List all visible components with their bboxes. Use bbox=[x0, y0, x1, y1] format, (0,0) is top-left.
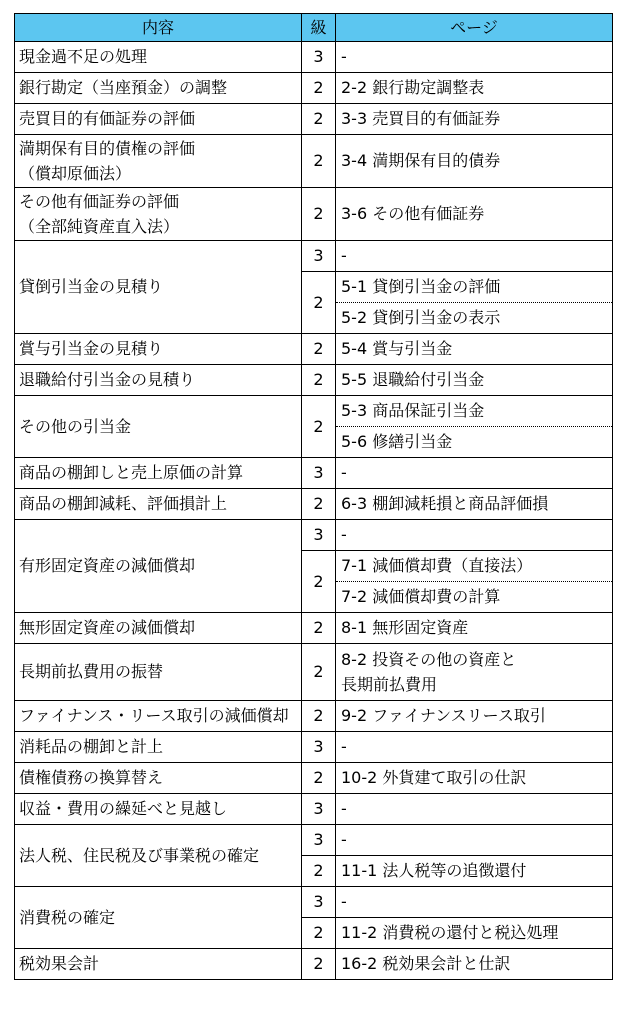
table-row bbox=[15, 701, 613, 732]
topic-table bbox=[14, 13, 613, 980]
cell-page: - bbox=[336, 887, 613, 918]
cell-content: 消耗品の棚卸と計上 bbox=[15, 732, 302, 763]
cell-content: 税効果会計 bbox=[15, 949, 302, 980]
table-row bbox=[15, 365, 613, 396]
cell-content: 銀行勘定（当座預金）の調整 bbox=[15, 73, 302, 104]
table-row bbox=[15, 520, 613, 551]
cell-grade: 2 bbox=[302, 104, 336, 135]
table-row bbox=[15, 334, 613, 365]
table-row bbox=[15, 644, 613, 701]
table-row bbox=[15, 794, 613, 825]
cell-content bbox=[15, 135, 302, 188]
cell-page: 5-4 賞与引当金 bbox=[336, 334, 613, 365]
table-header-row bbox=[15, 14, 613, 42]
cell-page: 11-1 法人税等の追徴還付 bbox=[336, 856, 613, 887]
header-content: 内容 bbox=[15, 14, 302, 42]
cell-content: 有形固定資産の減価償却 bbox=[15, 520, 302, 613]
table-row bbox=[15, 188, 613, 241]
content-line-1: その他有価証券の評価 bbox=[19, 192, 180, 211]
cell-grade: 2 bbox=[302, 701, 336, 732]
cell-page: - bbox=[336, 42, 613, 73]
table-row bbox=[15, 73, 613, 104]
cell-grade: 2 bbox=[302, 613, 336, 644]
header-grade: 級 bbox=[302, 14, 336, 42]
cell-grade: 2 bbox=[302, 334, 336, 365]
cell-content: 債権債務の換算替え bbox=[15, 763, 302, 794]
cell-page: - bbox=[336, 794, 613, 825]
cell-content: 賞与引当金の見積り bbox=[15, 334, 302, 365]
cell-grade: 2 bbox=[302, 135, 336, 188]
cell-page: - bbox=[336, 520, 613, 551]
cell-content: 売買目的有価証券の評価 bbox=[15, 104, 302, 135]
cell-grade: 2 bbox=[302, 489, 336, 520]
cell-page bbox=[336, 644, 613, 701]
header-page: ページ bbox=[336, 14, 613, 42]
cell-content: 現金過不足の処理 bbox=[15, 42, 302, 73]
table-row bbox=[15, 396, 613, 427]
cell-grade: 2 bbox=[302, 396, 336, 458]
table-row bbox=[15, 732, 613, 763]
cell-grade: 2 bbox=[302, 949, 336, 980]
cell-page: 8-1 無形固定資産 bbox=[336, 613, 613, 644]
cell-page: 7-1 減価償却費（直接法） bbox=[336, 551, 613, 582]
cell-content: 収益・費用の繰延べと見越し bbox=[15, 794, 302, 825]
cell-page: 2-2 銀行勘定調整表 bbox=[336, 73, 613, 104]
content-line-1: 満期保有目的債権の評価 bbox=[19, 139, 196, 158]
table-row bbox=[15, 241, 613, 272]
cell-grade: 3 bbox=[302, 732, 336, 763]
cell-grade: 2 bbox=[302, 365, 336, 396]
cell-page: 16-2 税効果会計と仕訳 bbox=[336, 949, 613, 980]
cell-page: 3-4 満期保有目的債券 bbox=[336, 135, 613, 188]
cell-page: - bbox=[336, 241, 613, 272]
cell-grade: 3 bbox=[302, 794, 336, 825]
cell-page: 7-2 減価償却費の計算 bbox=[336, 582, 613, 613]
cell-grade: 3 bbox=[302, 825, 336, 856]
cell-grade: 2 bbox=[302, 73, 336, 104]
table-row bbox=[15, 458, 613, 489]
table-row bbox=[15, 135, 613, 188]
content-line-2: （全部純資産直入法） bbox=[19, 217, 180, 236]
cell-content: 消費税の確定 bbox=[15, 887, 302, 949]
cell-grade: 3 bbox=[302, 458, 336, 489]
content-line-2: （償却原価法） bbox=[19, 164, 132, 183]
cell-grade: 3 bbox=[302, 887, 336, 918]
cell-content: ファイナンス・リース取引の減価償却 bbox=[15, 701, 302, 732]
cell-content: 貸倒引当金の見積り bbox=[15, 241, 302, 334]
table-row bbox=[15, 825, 613, 856]
cell-grade: 3 bbox=[302, 42, 336, 73]
table-row bbox=[15, 887, 613, 918]
cell-page: 5-3 商品保証引当金 bbox=[336, 396, 613, 427]
cell-grade: 2 bbox=[302, 188, 336, 241]
cell-grade: 2 bbox=[302, 763, 336, 794]
cell-content: 商品の棚卸減耗、評価損計上 bbox=[15, 489, 302, 520]
cell-page: - bbox=[336, 458, 613, 489]
table-row bbox=[15, 613, 613, 644]
cell-grade: 2 bbox=[302, 918, 336, 949]
page-line-1: 8-2 投資その他の資産と bbox=[341, 650, 517, 669]
cell-content: 退職給付引当金の見積り bbox=[15, 365, 302, 396]
cell-page: 6-3 棚卸減耗損と商品評価損 bbox=[336, 489, 613, 520]
cell-content bbox=[15, 188, 302, 241]
table-row bbox=[15, 949, 613, 980]
cell-grade: 2 bbox=[302, 551, 336, 613]
cell-page: 5-2 貸倒引当金の表示 bbox=[336, 303, 613, 334]
cell-content: 法人税、住民税及び事業税の確定 bbox=[15, 825, 302, 887]
cell-grade: 2 bbox=[302, 644, 336, 701]
table-row bbox=[15, 763, 613, 794]
cell-page: 5-5 退職給付引当金 bbox=[336, 365, 613, 396]
cell-page: - bbox=[336, 825, 613, 856]
cell-page: 3-6 その他有価証券 bbox=[336, 188, 613, 241]
table-row bbox=[15, 489, 613, 520]
cell-grade: 3 bbox=[302, 520, 336, 551]
cell-page: 3-3 売買目的有価証券 bbox=[336, 104, 613, 135]
cell-page: 9-2 ファイナンスリース取引 bbox=[336, 701, 613, 732]
cell-content: その他の引当金 bbox=[15, 396, 302, 458]
table-row bbox=[15, 42, 613, 73]
cell-content: 無形固定資産の減価償却 bbox=[15, 613, 302, 644]
cell-grade: 2 bbox=[302, 856, 336, 887]
cell-grade: 2 bbox=[302, 272, 336, 334]
cell-page: 10-2 外貨建て取引の仕訳 bbox=[336, 763, 613, 794]
cell-page: 5-6 修繕引当金 bbox=[336, 427, 613, 458]
cell-grade: 3 bbox=[302, 241, 336, 272]
cell-content: 長期前払費用の振替 bbox=[15, 644, 302, 701]
table-row bbox=[15, 104, 613, 135]
cell-page: - bbox=[336, 732, 613, 763]
cell-page: 5-1 貸倒引当金の評価 bbox=[336, 272, 613, 303]
cell-page: 11-2 消費税の還付と税込処理 bbox=[336, 918, 613, 949]
cell-content: 商品の棚卸しと売上原価の計算 bbox=[15, 458, 302, 489]
page-line-2: 長期前払費用 bbox=[341, 675, 438, 694]
